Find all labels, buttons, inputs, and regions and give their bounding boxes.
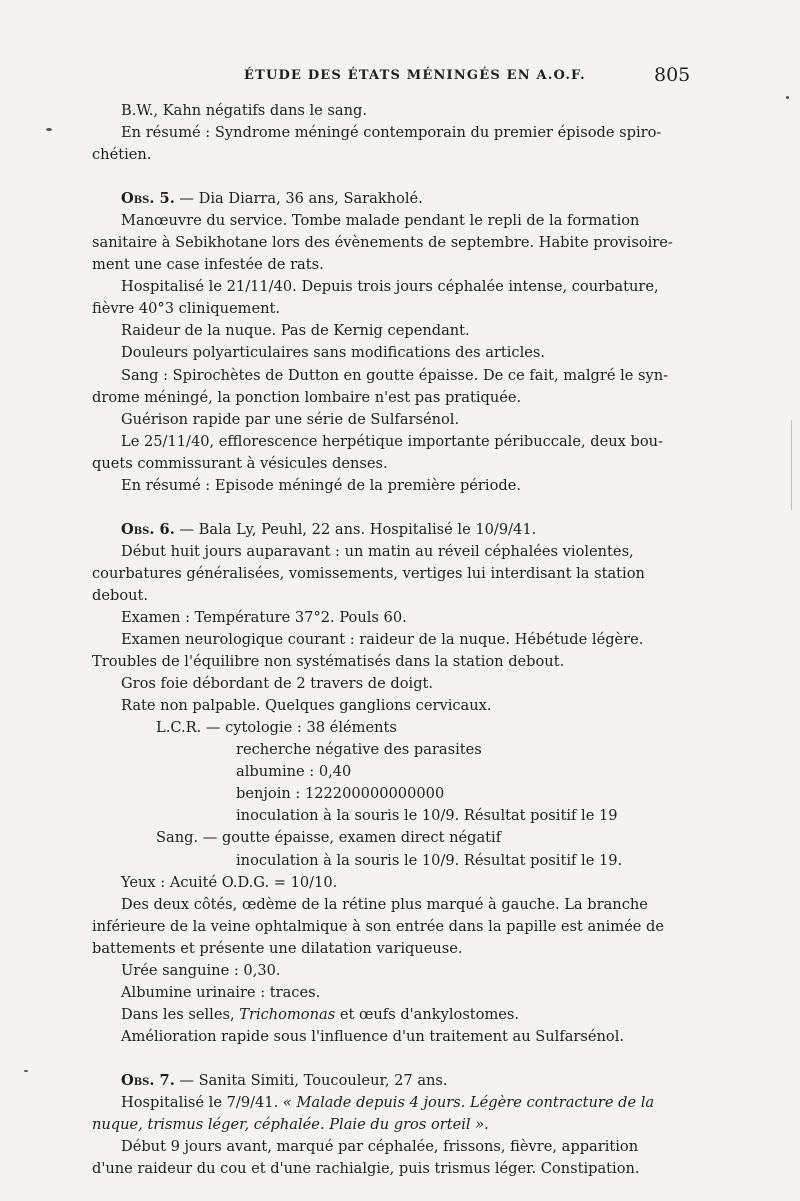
text-segment: et œufs d'ankylostomes. (335, 1005, 520, 1023)
text-line: battements et présente une dilatation variqueuse. (92, 939, 463, 957)
text-line: Début 9 jours avant, marqué par céphalée, frissons, fièvre, apparition (121, 1138, 639, 1156)
page-number: 805 (654, 64, 691, 86)
obs-label: Obs. 6. (121, 520, 175, 538)
text-line: chétien. (92, 146, 152, 164)
text-line: Des deux côtés, œdème de la rétine plus marqué à gauche. La branche (121, 895, 648, 913)
text-line: Albumine urinaire : traces. (121, 983, 321, 1001)
text-line: En résumé : Syndrome méningé contemporain du premier épisode spiro- (121, 124, 662, 142)
text-line: Manœuvre du service. Tombe malade pendant le repli de la formation (121, 212, 640, 230)
body-text (92, 100, 686, 1180)
text-line: Le 25/11/40, efflorescence herpétique importante péribuccale, deux bou- (121, 432, 663, 450)
scan-speck (786, 96, 789, 99)
text-line: sanitaire à Sebikhotane lors des évènements de septembre. Habite provisoire- (92, 234, 673, 252)
obs-label: Obs. 7. (121, 1071, 175, 1089)
text-segment: Dans les selles, (121, 1005, 240, 1023)
lab-result-line: L.C.R. — cytologie : 38 éléments (156, 719, 397, 737)
page-edge-shadow (791, 420, 800, 510)
text-line: Sang : Spirochètes de Dutton en goutte épaisse. De ce fait, malgré le syn- (121, 366, 669, 384)
text-line: Début huit jours auparavant : un matin au réveil céphalées violentes, (121, 542, 634, 560)
page-header (0, 64, 800, 88)
text-line (92, 1004, 686, 1026)
text-line: Douleurs polyarticulaires sans modifications des articles. (121, 344, 546, 362)
text-line: Examen neurologique courant : raideur de la nuque. Hébétude légère. (121, 631, 644, 649)
text-segment: Hospitalisé le 7/9/41. (121, 1093, 283, 1111)
text-line: ment une case infestée de rats. (92, 256, 324, 274)
paragraph-gap (92, 166, 686, 188)
lab-result-line: albumine : 0,40 (236, 763, 352, 781)
observation-heading-5 (92, 188, 686, 210)
text-line: Amélioration rapide sous l'influence d'un traitement au Sulfarsénol. (121, 1027, 625, 1045)
text-line: Yeux : Acuité O.D.G. = 10/10. (121, 873, 338, 891)
text-line: quets commissurant à vésicules denses. (92, 454, 388, 472)
text-line: En résumé : Episode méningé de la première période. (121, 476, 521, 494)
text-line: drome méningé, la ponction lombaire n'est pas pratiquée. (92, 388, 522, 406)
text-line: fièvre 40°3 cliniquement. (92, 300, 280, 318)
observation-heading-6 (92, 519, 686, 541)
text-line: Raideur de la nuque. Pas de Kernig cependant. (121, 322, 470, 340)
text-line: d'une raideur du cou et d'une rachialgie, puis trismus léger. Constipation. (92, 1160, 640, 1178)
lab-result-line: benjoin : 122200000000000 (236, 785, 445, 803)
text-line: Gros foie débordant de 2 travers de doigt. (121, 675, 434, 693)
text-line (92, 1092, 686, 1114)
text-line: debout. (92, 586, 149, 604)
text-line: courbatures généralisées, vomissements, vertiges lui interdisant la station (92, 564, 645, 582)
text-line: Rate non palpable. Quelques ganglions cervicaux. (121, 697, 492, 715)
text-line: Urée sanguine : 0,30. (121, 961, 281, 979)
paragraph-gap (92, 1048, 686, 1070)
lab-result-line: inoculation à la souris le 10/9. Résultat positif le 19 (236, 807, 618, 825)
text-line: B.W., Kahn négatifs dans le sang. (121, 102, 367, 119)
obs-title: — Sanita Simiti, Toucouleur, 27 ans. (174, 1071, 448, 1089)
quoted-text: « Malade depuis 4 jours. Légère contracture de la (282, 1093, 655, 1111)
observation-heading-7 (92, 1070, 686, 1092)
obs-label: Obs. 5. (121, 190, 175, 208)
lab-result-line: inoculation à la souris le 10/9. Résultat positif le 19. (236, 851, 623, 869)
obs-title: — Dia Diarra, 36 ans, Sarakholé. (174, 190, 423, 208)
paragraph-gap (92, 497, 686, 519)
scan-speck (24, 1070, 28, 1072)
quoted-text: nuque, trismus léger, céphalée. Plaie du gros orteil ». (92, 1116, 489, 1134)
text-line: Troubles de l'équilibre non systématisés dans la station debout. (92, 653, 565, 671)
obs-title: — Bala Ly, Peuhl, 22 ans. Hospitalisé le 10/9/41. (174, 520, 537, 538)
scan-speck (46, 128, 52, 131)
running-title: ÉTUDE DES ÉTATS MÉNINGÉS EN A.O.F. (244, 68, 586, 83)
lab-result-line: Sang. — goutte épaisse, examen direct négatif (156, 829, 502, 847)
organism-name: Trichomonas (239, 1005, 336, 1023)
text-line: inférieure de la veine ophtalmique à son entrée dans la papille est animée de (92, 917, 664, 935)
lab-result-line: recherche négative des parasites (236, 741, 482, 759)
text-line: Guérison rapide par une série de Sulfarsénol. (121, 410, 460, 428)
text-line: Examen : Température 37°2. Pouls 60. (121, 608, 407, 626)
text-line: Hospitalisé le 21/11/40. Depuis trois jours céphalée intense, courbature, (121, 278, 659, 296)
